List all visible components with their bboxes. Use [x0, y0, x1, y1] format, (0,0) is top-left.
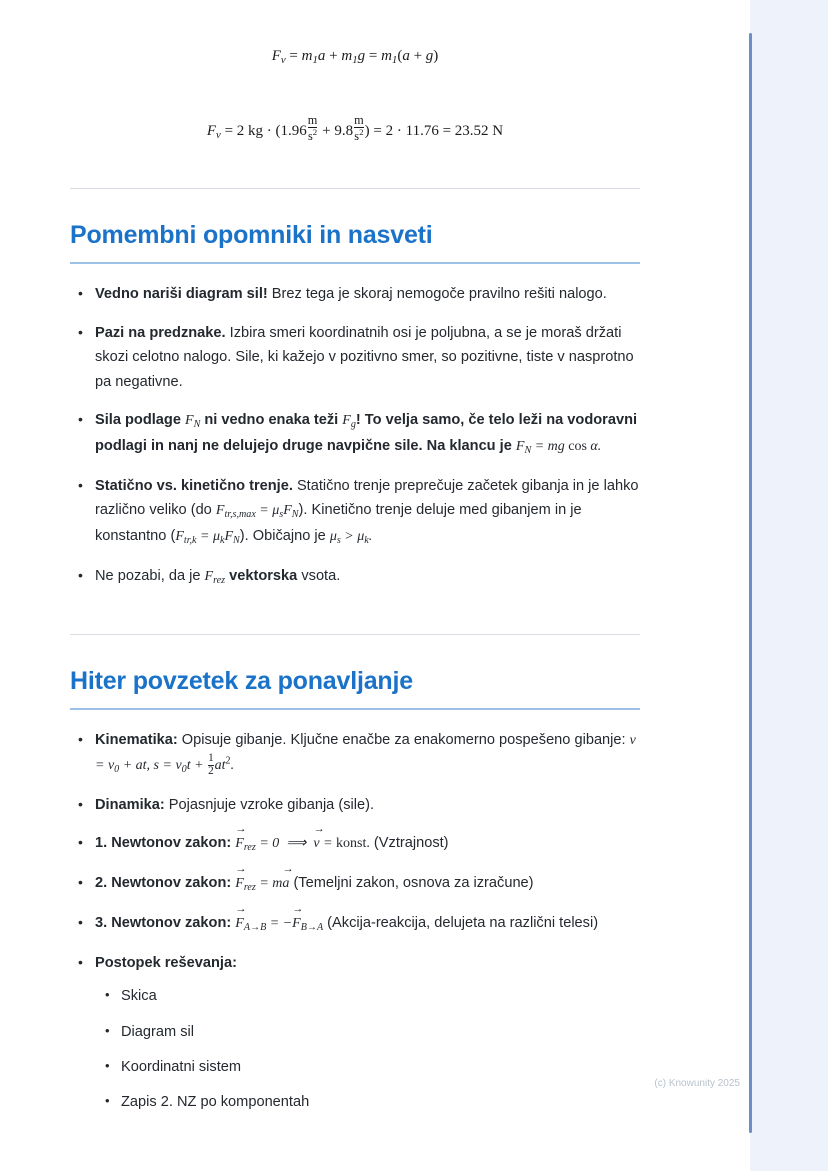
- list-item-text: Pojasnjuje vzroke gibanja (sile).: [164, 796, 375, 813]
- list-item: • Skica: [95, 985, 640, 1008]
- inline-math: $F_{tr,s,max} = \mu_sF_N$: [215, 503, 299, 521]
- list-item: [70, 902, 640, 937]
- list-item-lead: Vedno nariši diagram sil!: [95, 286, 268, 303]
- scrollbar-thumb[interactable]: [749, 33, 752, 1133]
- list-item-text: (Temeljni zakon, osnova za izračune): [293, 875, 534, 892]
- list-item-lead: Statično vs. kinetično trenje.: [95, 477, 293, 494]
- inline-math: → $F_{A\to B}$ = − → $F_{B\to A}$: [235, 902, 324, 933]
- list-item-lead: 2. Newtonov zakon:: [95, 875, 232, 892]
- list-item: [70, 951, 640, 1115]
- list-item-lead: vektorska: [229, 567, 298, 584]
- list-item-text: Brez tega je skoraj nemogoče pravilno rešiti nalogo.: [267, 286, 607, 303]
- scrollbar-track[interactable]: [750, 0, 828, 1171]
- list-item-text: ! To velja samo, če telo leži na vodoravni podlagi in nanj ne delujejo druge navpične sile. Na klancu je: [95, 412, 638, 454]
- inline-math: → $F_{rez} = m$ → a: [235, 863, 294, 894]
- inline-math: $F_{rez}$: [204, 568, 226, 586]
- list-item-lead: Dinamika:: [95, 796, 165, 813]
- list-item-text-2: ). Kinetično trenje deluje med gibanjem in je konstantno (: [95, 502, 582, 544]
- page-title-tips: Pomembni opomniki in nasveti: [70, 221, 433, 250]
- list-item-text-3: ). Običajno je: [239, 527, 326, 544]
- list-item-lead-2: ni vedno enaka teži: [204, 412, 339, 429]
- list-item-lead: 3. Newtonov zakon:: [95, 914, 232, 931]
- list-item-text-2: vsota.: [301, 567, 341, 584]
- list-item: [70, 282, 640, 307]
- section-divider-2: [70, 634, 640, 635]
- inline-math: $F_N$: [185, 413, 201, 431]
- list-item: [70, 823, 640, 857]
- inline-math: → $F_{rez} = 0$ ⟹ → v = konst.: [235, 823, 370, 854]
- list-item-text: Opisuje gibanje. Ključne enačbe za enakomerno pospešeno gibanje:: [177, 732, 626, 749]
- formula-force-numeric: $F_v = 2$ kg · (1.96 $\frac{m}{s^2}$ + 9.8 $\frac{m}{s^2}$ ) = 2 · 11.76 = 23.52 N: [206, 113, 504, 144]
- list-item: [70, 474, 640, 550]
- list-item-text: (Akcija-reakcija, delujeta na različni telesi): [327, 914, 599, 931]
- inline-math: $F_N$ = mg cos α.: [515, 438, 602, 456]
- section-underline-2: [70, 708, 640, 710]
- list-item: [70, 793, 640, 818]
- list-item-text: Izbira smeri koordinatnih osi je poljubna, a se je moraš držati skozi celotno nalogo. Sile, ki kažejo v pozitivno smer, so pozitivne, tiste v nasprotno pa negativne.: [95, 324, 634, 390]
- summary-list: [70, 728, 640, 1114]
- list-item: [70, 408, 640, 459]
- list-item-lead: Pazi na predznake.: [95, 324, 226, 341]
- tips-list: [70, 282, 640, 589]
- list-item-lead: Sila podlage: [95, 412, 181, 429]
- procedure-sublist: [95, 985, 640, 1114]
- list-item-text: Statično trenje preprečuje začetek gibanja in je lahko različno veliko (do: [95, 477, 639, 519]
- watermark: (c) Knowunity 2025: [654, 1078, 740, 1089]
- inline-math: $\mu_s > \mu_k$.: [329, 528, 373, 546]
- list-item: [70, 728, 640, 779]
- page-title-summary: Hiter povzetek za ponavljanje: [70, 667, 413, 696]
- list-item: [70, 863, 640, 897]
- inline-math: $v = v_0$ + at, $s = v_0t$ + $\frac{1}{2}$ $at^2$.: [95, 733, 636, 777]
- list-item: • Koordinatni sistem: [95, 1056, 640, 1079]
- list-item-text: Ne pozabi, da je: [95, 567, 201, 584]
- section-divider-1: [70, 188, 640, 189]
- section-underline-1: [70, 262, 640, 264]
- document-content: [70, 0, 640, 1129]
- formula-force-general: $F_v = m_1a + m_1g = m_1(a + g)$: [271, 48, 439, 67]
- list-item-text: (Vztrajnost): [373, 835, 449, 852]
- list-item: • Diagram sil: [95, 1021, 640, 1044]
- inline-math: $F_{tr,k} = \mu_kF_N$: [175, 528, 240, 546]
- list-item-lead: Kinematika:: [95, 732, 178, 749]
- list-item: [70, 321, 640, 395]
- list-item-lead: 1. Newtonov zakon:: [95, 835, 232, 852]
- list-item: • Zapis 2. NZ po komponentah: [95, 1091, 640, 1114]
- list-item: [70, 564, 640, 590]
- list-item-lead: Postopek reševanja:: [95, 954, 237, 971]
- inline-math: $F_g$: [342, 413, 356, 431]
